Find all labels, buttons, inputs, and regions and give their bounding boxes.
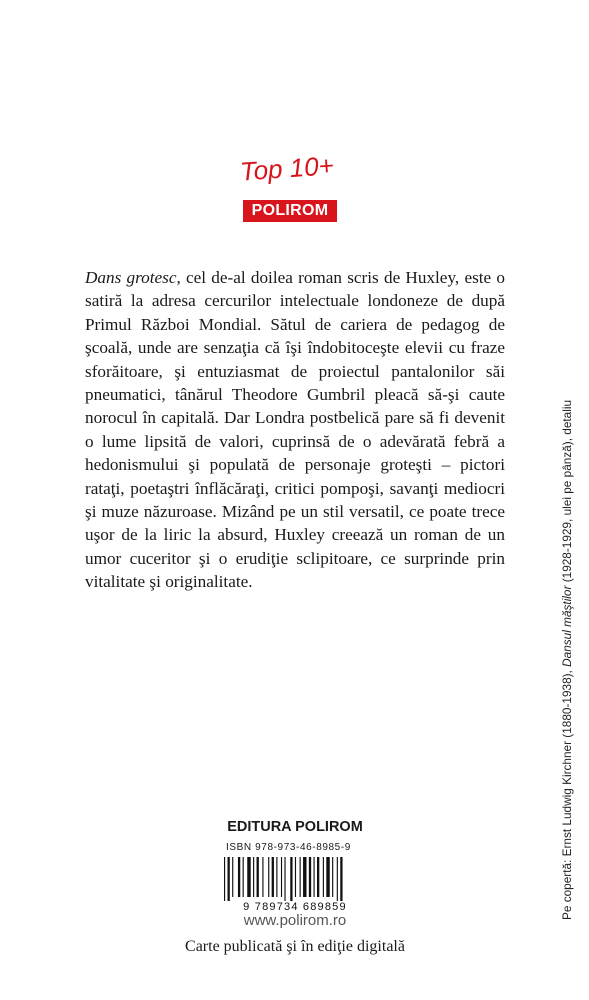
- barcode-bar: [238, 857, 240, 897]
- barcode-bar: [295, 857, 296, 897]
- barcode-bar: [314, 857, 315, 897]
- barcode-bar: [253, 857, 254, 897]
- barcode-bar: [323, 857, 324, 897]
- barcode-bar: [272, 857, 274, 897]
- barcode-bar: [224, 857, 225, 901]
- credit-work-title: Dansul măştilor: [560, 585, 574, 667]
- barcode-bar: [337, 857, 338, 901]
- barcode-bar: [243, 857, 244, 897]
- digital-edition-note: Carte publicată şi în ediţie digitală: [185, 938, 405, 955]
- barcode-bars: [224, 857, 343, 901]
- top10-logo: [238, 148, 350, 190]
- barcode-bar: [332, 857, 333, 897]
- isbn-barcode: [216, 855, 374, 912]
- barcode-bar: [309, 857, 311, 897]
- barcode-bar: [262, 857, 263, 897]
- barcode-bar: [232, 857, 233, 897]
- publisher-badge: POLIROM: [243, 200, 337, 222]
- barcode-bar: [268, 857, 269, 897]
- back-cover-blurb: [85, 266, 505, 594]
- barcode-bar: [276, 857, 277, 897]
- barcode-bar: [281, 857, 282, 897]
- credit-suffix: (1928-1929, ulei pe pânză), detaliu: [560, 399, 574, 586]
- barcode-bar: [300, 857, 301, 897]
- isbn-label: ISBN 978-973-46-8985-9: [226, 842, 351, 853]
- barcode-bar: [257, 857, 259, 897]
- credit-prefix: Pe copertă: Ernst Ludwig Kirchner (1880-1938),: [560, 666, 574, 920]
- barcode-bar: [326, 857, 329, 897]
- top10-logo-text: Top 10+: [239, 150, 335, 187]
- cover-art-credit: [560, 400, 574, 920]
- blurb-book-title: Dans grotesc: [85, 268, 177, 287]
- barcode-bar: [317, 857, 319, 897]
- barcode-digits: 9 789734 689859: [243, 901, 347, 912]
- barcode-bar: [228, 857, 230, 901]
- barcode-bar: [247, 857, 250, 897]
- barcode-bar: [284, 857, 285, 901]
- publisher-name: EDITURA POLIROM: [227, 819, 363, 835]
- blurb-text: , cel de-al doilea roman scris de Huxley, este o satiră la adresa cercurilor intelectuale londoneze de după Primul Război Mondial. Sătul de cariera de pedagog de şcoală, unde are senzaţia că îşi îndobitoceşte elevii cu fraze sforăitoare, şi entuziasmat de proiectul pantalonilor săi pneumatici, tânărul Theodore Gumbril pleacă să-şi caute norocul în capitală. Dar Londra postbelică pare să fi devenit o lume lipsită de valori, cuprinsă de o adevărată febră a hedonismului şi populată de personaje groteşti – pictori rataţi, poetaştri înflăcăraţi, critici pompoşi, savanţi mediocri şi muze năzuroase. Mizând pe un stil versatil, ce poate trece uşor de la liric la absurd, Huxley creează un roman de un umor cuceritor şi o erudiţie sclipitoare, ce surprinde prin vitalitate şi originalitate.: [85, 268, 505, 592]
- barcode-bar: [303, 857, 306, 897]
- barcode-bar: [290, 857, 292, 901]
- barcode-bar: [340, 857, 342, 901]
- publisher-website[interactable]: www.polirom.ro: [243, 912, 347, 929]
